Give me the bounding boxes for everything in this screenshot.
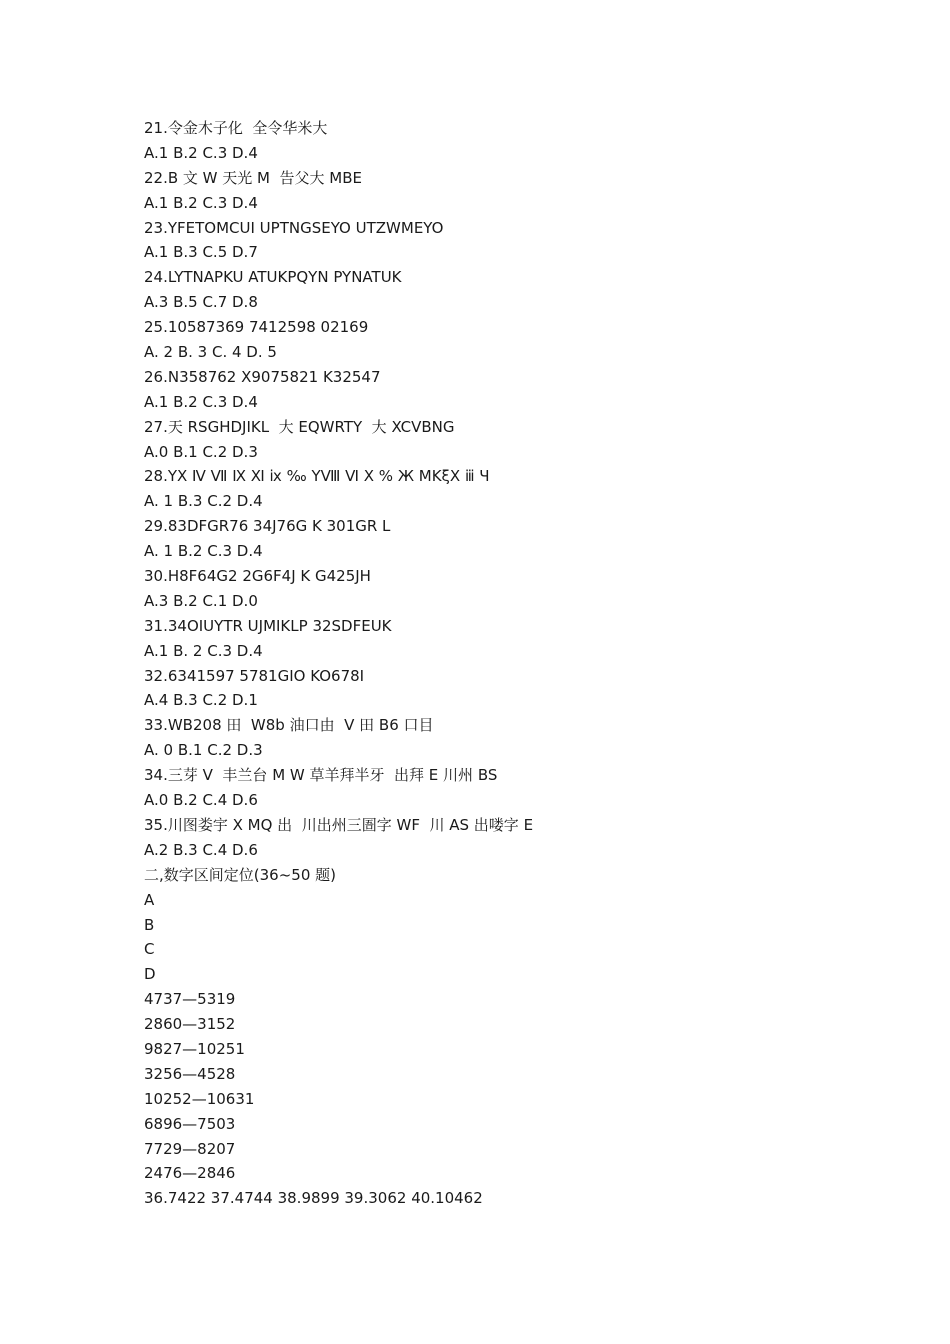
document-body xyxy=(144,116,904,1211)
text-line: A.3 B.2 C.1 D.0 xyxy=(144,591,258,610)
text-line: A.0 B.2 C.4 D.6 xyxy=(144,791,258,810)
text-line: A. 1 B.3 C.2 D.4 xyxy=(144,492,263,511)
text-line: C xyxy=(144,940,155,959)
text-line: 2476—2846 xyxy=(144,1164,236,1183)
text-line: 31.34OIUYTR UJMIKLP 32SDFEUK xyxy=(144,616,392,635)
text-line: 33.WB208 田 W8b 油口由 V 田 B6 口目 xyxy=(144,716,434,735)
text-line: 36.7422 37.4744 38.9899 39.3062 40.10462 xyxy=(144,1189,483,1208)
text-line: 24.LYTNAPKU ATUKPQYN PYNATUK xyxy=(144,268,402,287)
text-line: 26.N358762 X9075821 K32547 xyxy=(144,367,381,386)
text-line: A. 2 B. 3 C. 4 D. 5 xyxy=(144,343,277,362)
text-line: A.1 B. 2 C.3 D.4 xyxy=(144,641,263,660)
text-line: 6896—7503 xyxy=(144,1114,236,1133)
text-line: B xyxy=(144,915,155,934)
text-line: 21.令金木子化 全令华米大 xyxy=(144,119,328,137)
text-line: 30.H8F64G2 2G6F4J K G425JH xyxy=(144,567,371,586)
text-line: A.4 B.3 C.2 D.1 xyxy=(144,691,258,710)
text-line: A.1 B.2 C.3 D.4 xyxy=(144,143,258,162)
text-line: 32.6341597 5781GIO KO678I xyxy=(144,666,365,685)
text-line: 7729—8207 xyxy=(144,1139,236,1158)
text-line: A.1 B.2 C.3 D.4 xyxy=(144,392,258,411)
text-line: A xyxy=(144,890,155,909)
text-line: A. 0 B.1 C.2 D.3 xyxy=(144,741,263,760)
text-line: A.1 B.3 C.5 D.7 xyxy=(144,243,258,262)
text-line: A.2 B.3 C.4 D.6 xyxy=(144,840,258,859)
text-line: 34.三芽 V 丰兰台 M W 草羊拜半牙 出拜 E 川州 BS xyxy=(144,766,498,785)
text-line: 35.川图娄宇 X MQ 出 川出州三圄字 WF 川 AS 出喽字 E xyxy=(144,815,534,834)
text-line: A.1 B.2 C.3 D.4 xyxy=(144,193,258,212)
text-line: 3256—4528 xyxy=(144,1064,236,1083)
text-line: D xyxy=(144,965,156,984)
text-line: A.3 B.5 C.7 D.8 xyxy=(144,293,258,312)
text-line: 二,数字区间定位(36~50 题) xyxy=(144,865,336,884)
text-line: 28.YⅩ Ⅳ Ⅶ Ⅸ Ⅺ ⅸ ‰ YⅧ Ⅵ Ⅹ % Ж MKξⅩ ⅲ Ч xyxy=(144,467,490,486)
text-line: 9827—10251 xyxy=(144,1039,245,1058)
text-line: 4737—5319 xyxy=(144,990,236,1009)
text-line: A. 1 B.2 C.3 D.4 xyxy=(144,542,263,561)
text-line: 10252—10631 xyxy=(144,1089,255,1108)
text-line: 22.B 文 W 天光 M 告父大 MBE xyxy=(144,168,363,187)
text-line: 2860—3152 xyxy=(144,1015,236,1034)
text-line: 25.10587369 7412598 02169 xyxy=(144,318,369,337)
text-line: 27.天 RSGHDJIKL 大 EQWRTY 大 XCVBNG xyxy=(144,417,455,436)
text-line: 29.83DFGR76 34J76G K 301GR L xyxy=(144,517,391,536)
text-line: 23.YFETOMCUI UPTNGSEYO UTZWMEYO xyxy=(144,218,444,237)
text-line: A.0 B.1 C.2 D.3 xyxy=(144,442,258,461)
